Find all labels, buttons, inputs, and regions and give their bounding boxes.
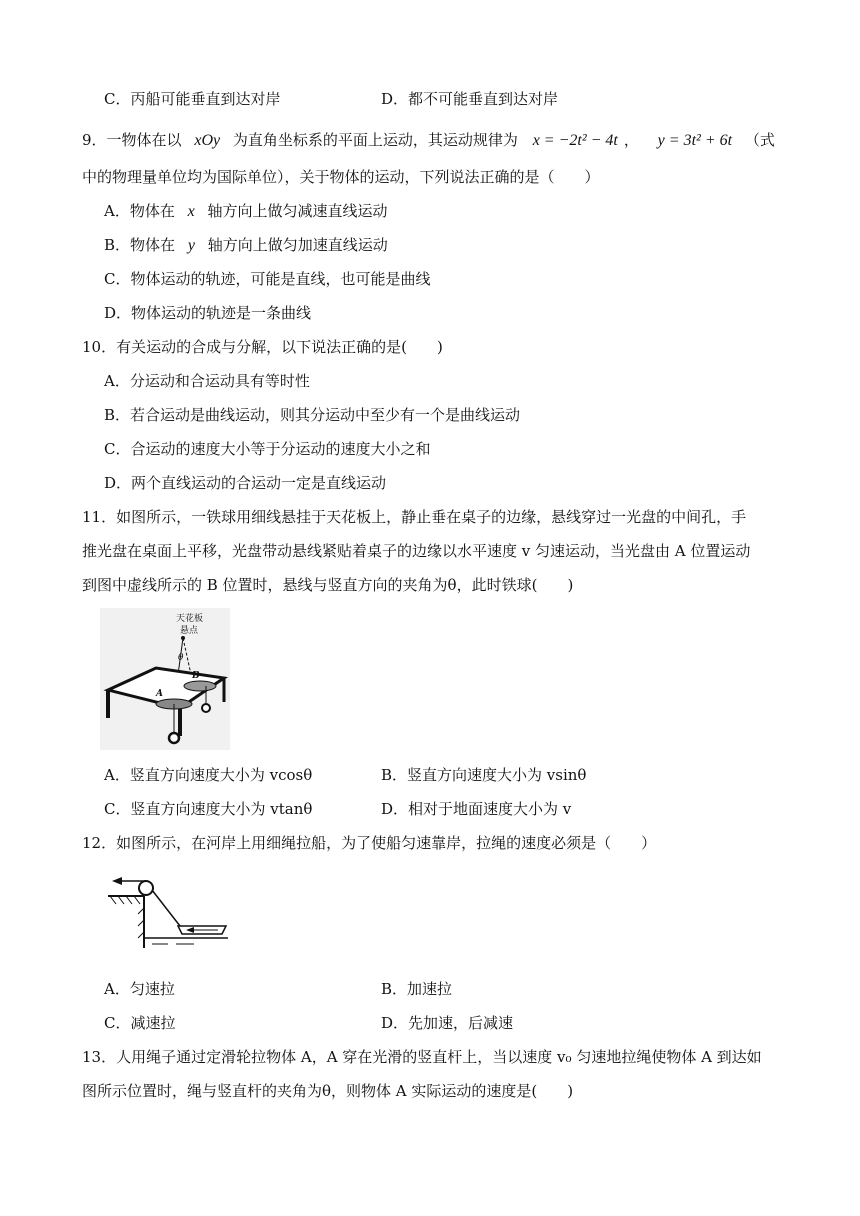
q9-option-b-variable: y: [187, 237, 195, 254]
q12-option-c: C．减速拉: [104, 1014, 176, 1032]
q10-option-b: B．若合运动是曲线运动，则其分运动中至少有一个是曲线运动: [104, 406, 521, 424]
q11-option-b: B．竖直方向速度大小为 vsinθ: [381, 766, 587, 784]
q11-option-c: C．竖直方向速度大小为 vtanθ: [104, 800, 313, 818]
q9-option-a: [104, 200, 388, 223]
q9-option-b-prefix: B．物体在: [104, 236, 176, 254]
q9-option-a-prefix: A．物体在: [104, 202, 175, 220]
q9-comma: ，: [623, 131, 639, 149]
q10-option-c: C．合运动的速度大小等于分运动的速度大小之和: [104, 440, 431, 458]
q9-text-part3: （式: [744, 131, 775, 149]
q11-figure-pivot-label: 悬点: [180, 626, 199, 636]
q8-option-c: C．丙船可能垂直到达对岸: [104, 90, 281, 108]
q12-option-d: D．先加速，后减速: [381, 1014, 514, 1032]
q11-option-d: D．相对于地面速度大小为 v: [381, 800, 572, 818]
q12-riverbank-boat-figure: [108, 868, 232, 950]
q9-option-b-suffix: 轴方向上做匀加速直线运动: [207, 236, 388, 254]
iron-ball-b: [202, 704, 210, 712]
disc-position-b: [184, 681, 216, 691]
q12-option-a: A．匀速拉: [104, 980, 175, 998]
pulley: [139, 881, 153, 895]
q10-option-a: A．分运动和合运动具有等时性: [104, 372, 310, 390]
q12-stem: 12．如图所示，在河岸上用细绳拉船，为了使船匀速靠岸，拉绳的速度必须是（ ）: [82, 834, 657, 852]
q13-stem-line2: 图所示位置时，绳与竖直杆的夹角为θ，则物体 A 实际运动的速度是( ): [82, 1082, 574, 1100]
q11-figure-label-a: A: [156, 689, 163, 699]
q11-figure-ceiling-label: 天花板: [176, 614, 204, 624]
boat-rope: [152, 890, 180, 926]
q11-option-a: A．竖直方向速度大小为 vcosθ: [104, 766, 313, 784]
q11-figure-label-b: B: [192, 671, 200, 681]
q9-option-b: [104, 234, 388, 257]
q9-option-c: C．物体运动的轨迹，可能是直线，也可能是曲线: [104, 270, 431, 288]
q9-stem-line2: 中的物理量单位均为国际单位），关于物体的运动，下列说法正确的是（ ）: [82, 168, 600, 186]
q9-text-part2: 为直角坐标系的平面上运动，其运动规律为: [232, 131, 518, 149]
q9-text-part1: 一物体在以: [106, 131, 182, 149]
q9-option-a-suffix: 轴方向上做匀减速直线运动: [207, 202, 388, 220]
q9-stem-line1: [82, 129, 775, 152]
q10-option-d: D．两个直线运动的合运动一定是直线运动: [104, 474, 387, 492]
q9-equation-x: x = −2t² − 4t: [532, 132, 618, 149]
bank-hatching: [110, 896, 140, 904]
q12-option-b: B．加速拉: [381, 980, 453, 998]
q11-figure-theta: θ: [178, 653, 184, 663]
pull-arrow: [112, 877, 122, 885]
q11-stem-line3: 到图中虚线所示的 B 位置时，悬线与竖直方向的夹角为θ，此时铁球( ): [82, 576, 574, 594]
q11-stem-line2: 推光盘在桌面上平移，光盘带动悬线紧贴着桌子的边缘以水平速度 v 匀速运动，当光盘由 A 位置运动: [82, 542, 751, 560]
q11-table-disc-figure: [100, 608, 230, 750]
q9-equation-y: y = 3t² + 6t: [657, 132, 733, 149]
q9-coordinate-system: xOy: [194, 132, 221, 149]
q9-option-a-variable: x: [187, 203, 195, 220]
q8-option-d: D．都不可能垂直到达对岸: [381, 90, 559, 108]
q9-option-d: D．物体运动的轨迹是一条曲线: [104, 304, 312, 322]
q11-stem-line1: 11．如图所示，一铁球用细线悬挂于天花板上，静止垂在桌子的边缘，悬线穿过一光盘的中间孔，手: [82, 508, 747, 526]
q9-number: 9．: [82, 131, 107, 149]
q13-stem-line1: 13．人用绳子通过定滑轮拉物体 A，A 穿在光滑的竖直杆上，当以速度 v₀ 匀速地拉绳使物体 A 到达如: [82, 1048, 762, 1066]
q10-stem: 10．有关运动的合成与分解，以下说法正确的是( ): [82, 338, 443, 356]
iron-ball-a: [169, 733, 179, 743]
